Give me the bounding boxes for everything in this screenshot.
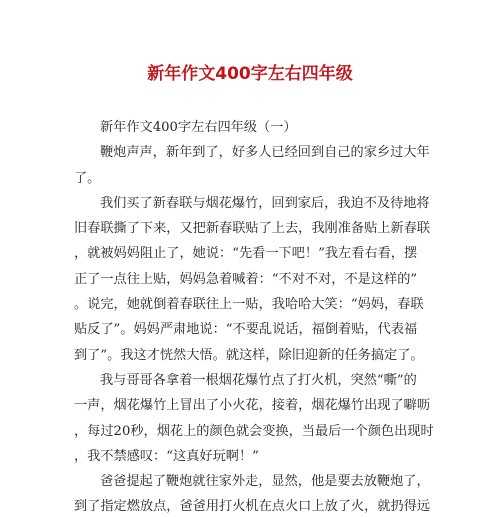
text-line: 我与哥哥各拿着一根烟花爆竹点了打火机，突然“嘶”的 [100, 372, 417, 388]
text-line: 鞭炮声声，新年到了，好多人已经回到自己的家乡过大年 [100, 145, 430, 161]
text-line: 旧春联撕了下来，又把新春联贴了上去，我刚准备贴上新春联 [74, 221, 431, 237]
paragraph-lines [74, 140, 434, 517]
text-line: 到了指定燃放点，爸爸用打火机在点火口上放了火，就扔得远 [74, 499, 431, 515]
section-heading: 新年作文400字左右四年级（一） [100, 120, 297, 135]
text-line: 我们买了新春联与烟花爆竹，回到家后，我迫不及待地将 [100, 195, 430, 211]
text-line: 爸爸提起了鞭炮就往家外走，显然，他是要去放鞭炮了， [100, 474, 430, 490]
text-line: ，我不禁感叹：“这真好玩啊！” [74, 448, 259, 464]
text-line: 正了一点往上贴，妈妈急着喊着：“不对不对，不是这样的” [74, 271, 418, 287]
text-line: 贴反了”。妈妈严肃地说：“不要乱说话，福倒着贴，代表福 [74, 322, 418, 338]
text-line: 一声，烟花爆竹上冒出了小火花，接着，烟花爆竹出现了噼呖 [74, 398, 431, 414]
text-line: 。说完，她就倒着春联往上一贴，我哈哈大笑：“妈妈，春联 [74, 297, 424, 313]
document-title: 新年作文400字左右四年级 [147, 64, 353, 84]
document-body [74, 115, 434, 517]
text-line: 到了”。我这才恍然大悟。就这样，除旧迎新的任务搞定了。 [74, 347, 424, 363]
text-line: 了。 [74, 170, 101, 186]
text-line: ，就被妈妈阻止了，她说：“先看一下吧！”我左看右看，摆 [74, 246, 418, 262]
text-line: ，每过20秒，烟花上的颜色就会变换，当最后一个颜色出现时 [74, 423, 434, 439]
